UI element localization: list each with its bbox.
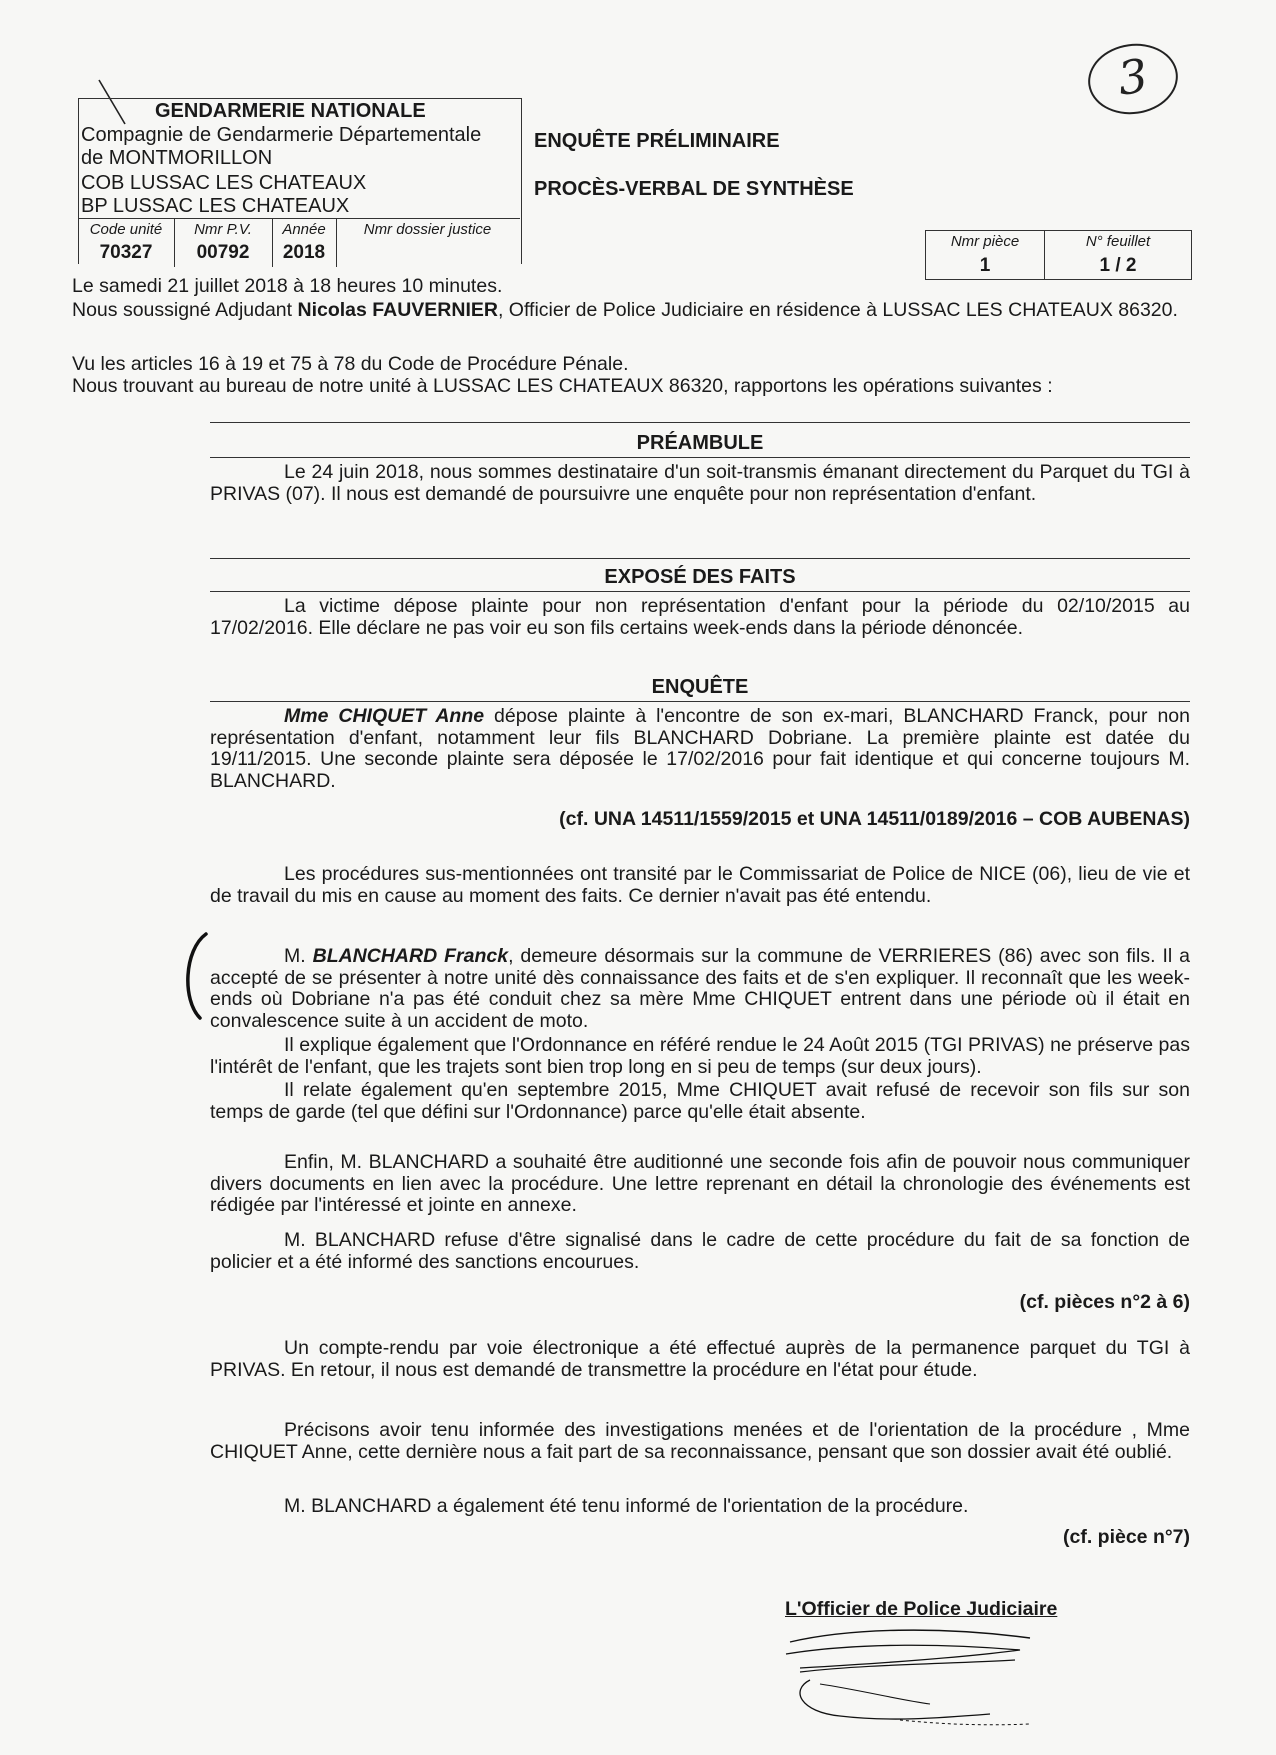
intro-location: Nous trouvant au bureau de notre unité à LUSSAC LES CHATEAUX 86320, rapportons les opérations suivantes :	[72, 375, 1053, 397]
code-table	[78, 218, 520, 267]
doc-type-line-2: PROCÈS-VERBAL DE SYNTHÈSE	[534, 178, 854, 200]
header-line-3: COB LUSSAC LES CHATEAUX	[81, 172, 367, 194]
handwritten-signature-icon	[780, 1620, 1040, 1735]
preambule-text: Le 24 juin 2018, nous sommes destinataire d'un soit-transmis émanant directement du Parquet du TGI à PRIVAS (07). Il nous est demandé de poursuivre une enquête pour non représentation d'enfant.	[210, 461, 1190, 505]
officer-name: Nicolas FAUVERNIER	[297, 299, 498, 321]
reference-pieces-2-6: (cf. pièces n°2 à 6)	[1019, 1291, 1190, 1313]
feuillet-cell	[1045, 231, 1191, 279]
piece-table	[925, 230, 1192, 280]
preambule-title: PRÉAMBULE	[636, 432, 764, 454]
header-line-1: Compagnie de Gendarmerie Départementale	[81, 124, 482, 146]
enquete-p1	[210, 706, 1190, 792]
code-unite-value: 70327	[99, 242, 153, 263]
expose-rule-bottom	[210, 591, 1190, 592]
header-line-2: de MONTMORILLON	[81, 147, 273, 169]
feuillet-value: 1 / 2	[1099, 255, 1137, 276]
nmr-pv-value: 00792	[196, 242, 250, 263]
preambule-rule-top	[210, 422, 1190, 423]
nmr-pv-label: Nmr P.V.	[194, 221, 252, 238]
enquete-p10: M. BLANCHARD a également été tenu informé de l'orientation de la procédure.	[284, 1495, 969, 1517]
enquete-p3	[210, 946, 1190, 1032]
piece-nmr-cell	[926, 231, 1045, 279]
enquete-p9: Précisons avoir tenu informée des investigations menées et de l'orientation de la procédure , Mme CHIQUET Anne, cette dernière nous a fait part de sa reconnaissance, pensant que son dossier avait été oublié.	[210, 1419, 1190, 1463]
annee-label: Année	[282, 221, 326, 238]
piece-nmr-label: Nmr pièce	[950, 233, 1020, 250]
enquete-p5: Il relate également qu'en septembre 2015, Mme CHIQUET avait refusé de recevoir son fils sur son temps de garde (tel que défini sur l'Ordonnance) parce qu'elle était absente.	[210, 1079, 1190, 1123]
enquete-p2: Les procédures sus-mentionnées ont transité par le Commissariat de Police de NICE (06), lieu de vie et de travail du mis en cause au moment des faits. Ce dernier n'avait pas été entendu.	[210, 863, 1190, 907]
intro-officer-after: , Officier de Police Judiciaire en résidence à LUSSAC LES CHATEAUX 86320.	[497, 299, 1178, 321]
intro-officer	[72, 300, 1190, 322]
enquete-title: ENQUÊTE	[651, 676, 749, 698]
reference-una: (cf. UNA 14511/1559/2015 et UNA 14511/0189/2016 – COB AUBENAS)	[559, 808, 1190, 830]
enquete-rule	[210, 701, 1190, 702]
intro-officer-before: Nous soussigné Adjudant	[72, 299, 298, 321]
preambule-rule-bottom	[210, 457, 1190, 458]
enquete-p1-rest: dépose plainte à l'encontre de son ex-mari, BLANCHARD Franck, pour non représentation d'enfant, notamment leur fils BLANCHARD Dobriane. La première plainte est datée du 19/11/2015. Une seconde plainte sera déposée le 17/02/2016 pour fait identique et qui concerne toujours M. BLANCHARD.	[210, 705, 1190, 792]
signature-title: L'Officier de Police Judiciaire	[785, 1598, 1058, 1620]
nmr-pv-cell	[174, 219, 273, 267]
code-unite-cell	[78, 219, 175, 267]
reference-piece-7: (cf. pièce n°7)	[1063, 1526, 1190, 1548]
enquete-p6: Enfin, M. BLANCHARD a souhaité être auditionné une seconde fois afin de pouvoir nous communiquer divers documents en lien avec la procédure. Une lettre reprenant en détail la chronologie des événements est rédigée par l'intéressé et jointe en annexe.	[210, 1151, 1190, 1216]
victim-name: Mme CHIQUET Anne	[284, 705, 485, 727]
enquete-p3-rest: , demeure désormais sur la commune de VERRIERES (86) avec son fils. Il a accepté de se présenter à notre unité dès connaissance des faits et de s'en expliquer. Il reconnaît que les week-ends où Dobriane n'a pas été conduit chez sa mère Mme CHIQUET entrent dans une période où il était en convalescence suite à un accident de moto.	[210, 945, 1190, 1032]
doc-type-line-1: ENQUÊTE PRÉLIMINAIRE	[534, 130, 780, 152]
page-number-circle	[1084, 38, 1183, 120]
page-number: 3	[1114, 48, 1151, 106]
org-name: GENDARMERIE NATIONALE	[155, 100, 426, 122]
header-line-4: BP LUSSAC LES CHATEAUX	[81, 195, 350, 217]
piece-nmr-value: 1	[979, 255, 991, 276]
enquete-p4: Il explique également que l'Ordonnance en référé rendue le 24 Août 2015 (TGI PRIVAS) ne préserve pas l'intérêt de l'enfant, que les trajets sont bien trop long en si peu de temps (sur deux jours).	[210, 1034, 1190, 1078]
expose-title: EXPOSÉ DES FAITS	[604, 566, 796, 588]
intro-articles: Vu les articles 16 à 19 et 75 à 78 du Code de Procédure Pénale.	[72, 353, 629, 375]
intro-date: Le samedi 21 juillet 2018 à 18 heures 10 minutes.	[72, 275, 503, 297]
expose-text: La victime dépose plainte pour non représentation d'enfant pour la période du 02/10/2015 au 17/02/2016. Elle déclare ne pas voir eu son fils certains week-ends dans la période dénoncée.	[210, 595, 1190, 639]
annee-value: 2018	[282, 242, 326, 263]
code-unite-label: Code unité	[89, 221, 163, 238]
enquete-p3-prefix: M.	[284, 945, 313, 967]
enquete-p8: Un compte-rendu par voie électronique a été effectué auprès de la permanence parquet du TGI à PRIVAS. En retour, il nous est demandé de transmettre la procédure en l'état pour étude.	[210, 1337, 1190, 1381]
enquete-p7: M. BLANCHARD refuse d'être signalisé dans le cadre de cette procédure du fait de sa fonction de policier et a été informé des sanctions encourues.	[210, 1229, 1190, 1273]
accused-name: BLANCHARD Franck	[312, 945, 509, 967]
annee-cell	[272, 219, 337, 267]
expose-rule-top	[210, 558, 1190, 559]
dossier-justice-label: Nmr dossier justice	[363, 221, 492, 238]
feuillet-label: N° feuillet	[1085, 233, 1151, 250]
dossier-justice-cell	[336, 219, 519, 267]
